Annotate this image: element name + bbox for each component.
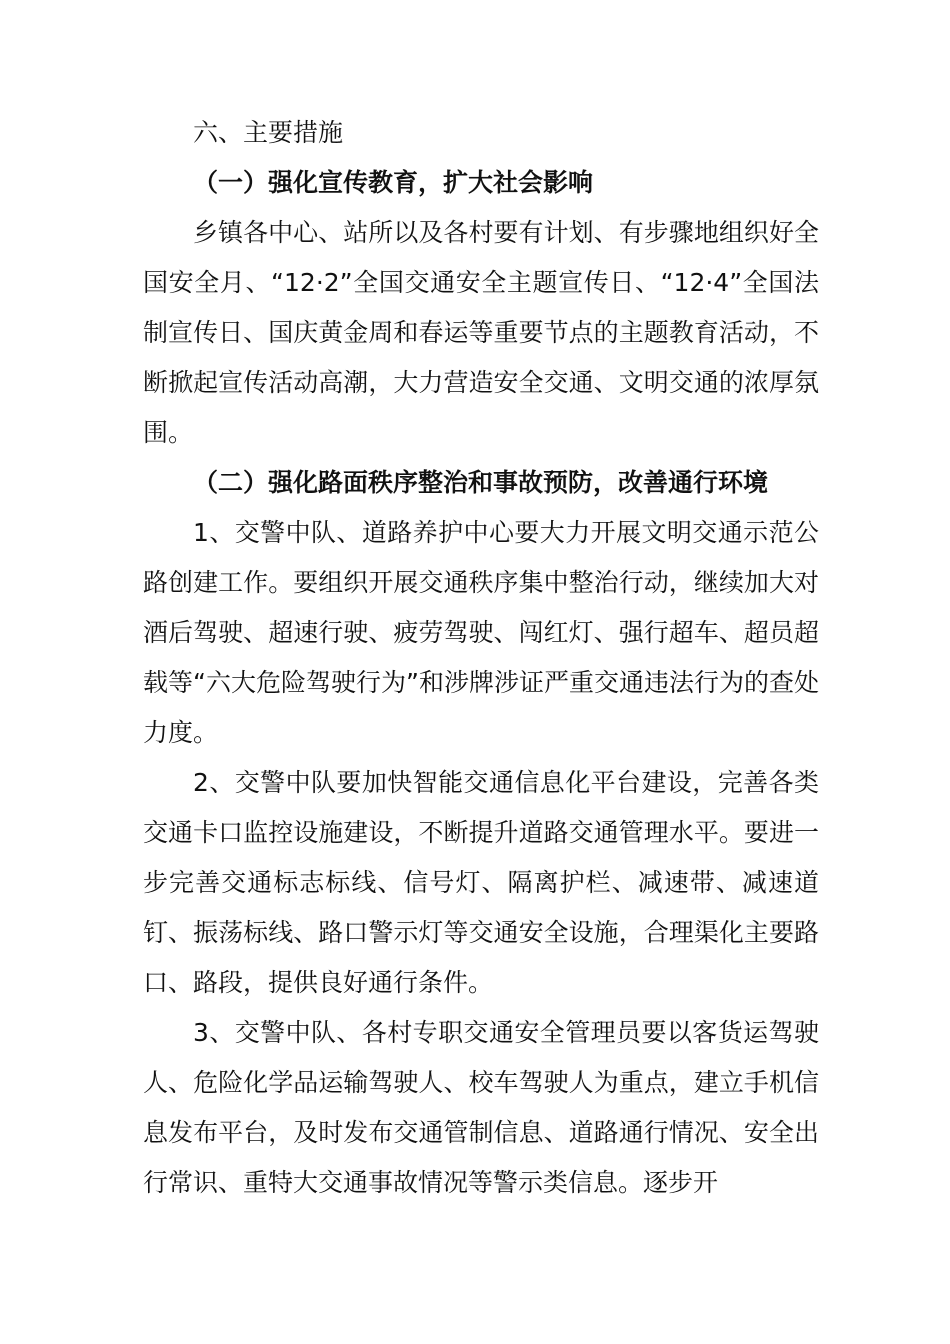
heading-road-order: （二）强化路面秩序整治和事故预防，改善通行环境 [193,468,769,497]
paragraph-publicity: 乡镇各中心、站所以及各村要有计划、有步骤地组织好全国安全月、“12·2”全国交通安全主题宣传日、“12·4”全国法制宣传日、国庆黄金周和春运等重要节点的主题教育活动，不断掀起宣传活动高潮，大力营造安全交通、文明交通的浓厚氛围。 [143,218,819,447]
paragraph-item-2: 2、交警中队要加快智能交通信息化平台建设，完善各类交通卡口监控设施建设，不断提升道路交通管理水平。要进一步完善交通标志标线、信号灯、隔离护栏、减速带、减速道钉、振荡标线、路口警示灯等交通安全设施，合理渠化主要路口、路段，提供良好通行条件。 [143,768,819,997]
section-title: 六、主要措施 [193,118,344,147]
paragraph-item-3: 3、交警中队、各村专职交通安全管理员要以客货运驾驶人、危险化学品运输驾驶人、校车驾驶人为重点，建立手机信息发布平台，及时发布交通管制信息、道路通行情况、安全出行常识、重特大交通事故情况等警示类信息。逐步开 [143,1018,819,1197]
paragraph-item-1: 1、交警中队、道路养护中心要大力开展文明交通示范公路创建工作。要组织开展交通秩序集中整治行动，继续加大对酒后驾驶、超速行驶、疲劳驾驶、闯红灯、强行超车、超员超载等“六大危险驾驶行为”和涉牌涉证严重交通违法行为的查处力度。 [143,518,819,747]
heading-publicity-education: （一）强化宣传教育，扩大社会影响 [193,168,594,197]
document-body [143,108,819,1208]
